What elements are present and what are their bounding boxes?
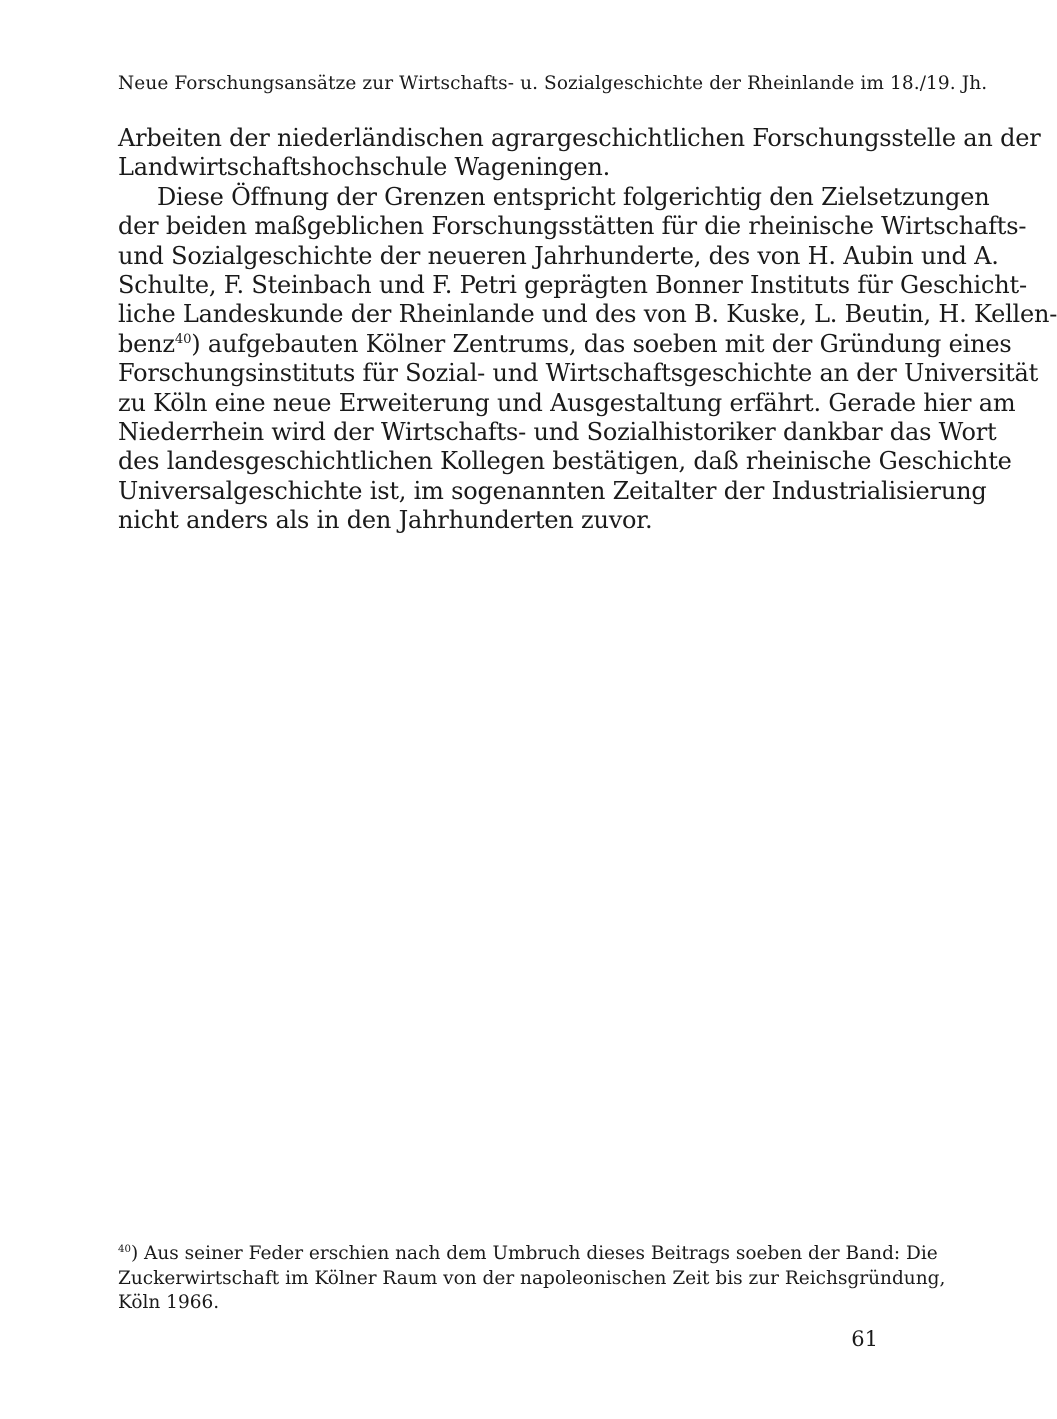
text-line: Landwirtschaftshochschule Wageningen.: [118, 153, 611, 182]
text-fragment: ) Aus seiner Feder erschien nach dem Umbruch dieses Beitrags soeben der Band: Die: [130, 1243, 938, 1264]
footnote-line: Köln 1966.: [118, 1292, 220, 1313]
text-line: Forschungsinstituts für Sozial- und Wirtschaftsgeschichte an der Universität: [118, 359, 1039, 388]
text-line: [118, 329, 1012, 359]
text-fragment: benz: [118, 329, 175, 358]
text-line: Niederrhein wird der Wirtschafts- und Sozialhistoriker dankbar das Wort: [118, 418, 997, 447]
running-head: Neue Forschungsansätze zur Wirtschafts- u. Sozialgeschichte der Rheinlande im 18./19. Jh.: [118, 73, 988, 94]
text-line: Diese Öffnung der Grenzen entspricht folgerichtig den Zielsetzungen: [157, 182, 990, 211]
footnotes: [118, 1242, 946, 1316]
text-line: der beiden maßgeblichen Forschungsstätten für die rheinische Wirtschafts-: [118, 212, 1027, 241]
text-fragment: ) aufgebauten Kölner Zentrums, das soeben mit der Gründung eines: [191, 329, 1012, 358]
paragraph-1: [118, 124, 1041, 183]
text-line: Arbeiten der niederländischen agrargeschichtlichen Forschungsstelle an der: [118, 124, 1041, 152]
text-line: Schulte, F. Steinbach und F. Petri geprägten Bonner Instituts für Geschicht-: [118, 271, 1027, 300]
main-text: [118, 124, 1057, 536]
text-line: nicht anders als in den Jahrhunderten zuvor.: [118, 506, 653, 535]
page-number: 61: [851, 1327, 878, 1351]
text-line: Universalgeschichte ist, im sogenannten Zeitalter der Industrialisierung: [118, 476, 987, 505]
text-line: und Sozialgeschichte der neueren Jahrhunderte, des von H. Aubin und A.: [118, 241, 999, 270]
footnote-40: [118, 1242, 946, 1316]
footnote-marker: 40: [118, 1243, 131, 1255]
text-line: des landesgeschichtlichen Kollegen bestätigen, daß rheinische Geschichte: [118, 447, 1012, 476]
footnote-reference[interactable]: 40: [174, 331, 192, 347]
footnote-line: [118, 1242, 938, 1267]
paragraph-2: [118, 182, 1057, 536]
text-line: zu Köln eine neue Erweiterung und Ausgestaltung erfährt. Gerade hier am: [118, 388, 1016, 417]
footnote-line: Zuckerwirtschaft im Kölner Raum von der napoleonischen Zeit bis zur Reichsgründung,: [118, 1267, 946, 1289]
text-line: liche Landeskunde der Rheinlande und des von B. Kuske, L. Beutin, H. Kellen-: [118, 300, 1057, 329]
